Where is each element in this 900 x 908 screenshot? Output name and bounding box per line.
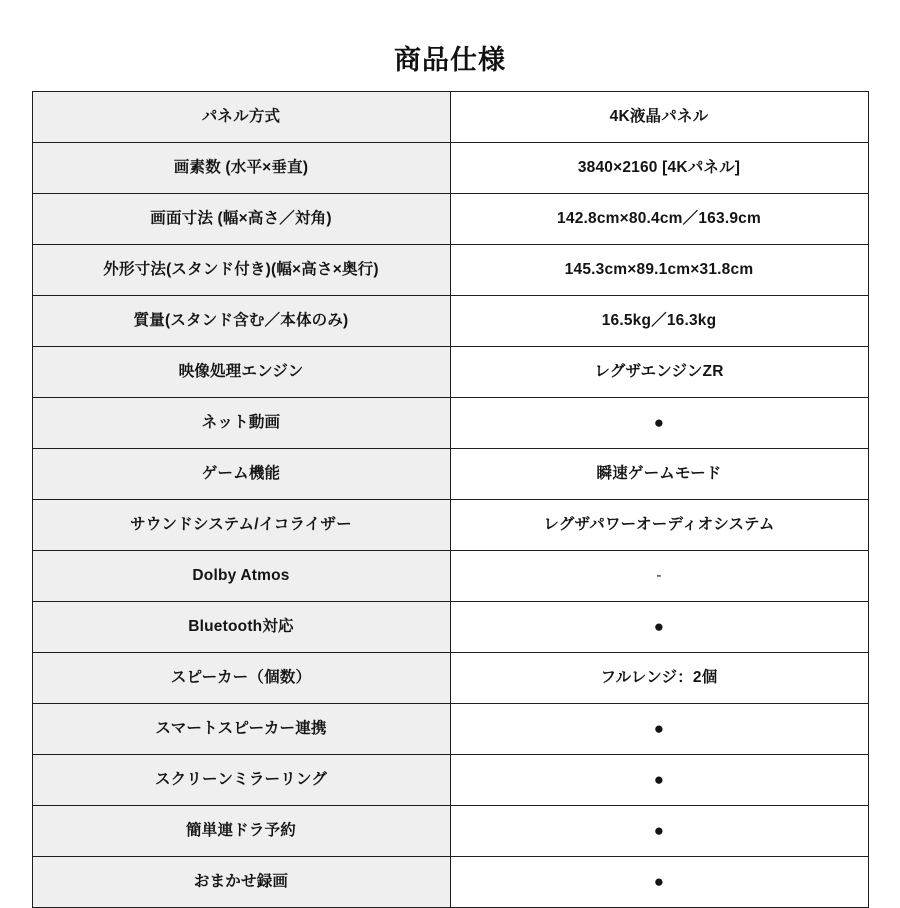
spec-value: 4K液晶パネル [450, 92, 868, 143]
table-row [32, 398, 868, 449]
spec-label: 外形寸法(スタンド付き)(幅×高さ×奥行) [32, 245, 450, 296]
spec-value: 瞬速ゲームモード [450, 449, 868, 500]
spec-value-bullet: ● [450, 704, 868, 755]
spec-value: 142.8cm×80.4cm／163.9cm [450, 194, 868, 245]
spec-label: パネル方式 [32, 92, 450, 143]
spec-value: - [450, 551, 868, 602]
table-row [32, 500, 868, 551]
spec-value: フルレンジ：2個 [450, 653, 868, 704]
spec-label: スクリーンミラーリング [32, 755, 450, 806]
spec-label: おまかせ録画 [32, 857, 450, 908]
spec-value: 145.3cm×89.1cm×31.8cm [450, 245, 868, 296]
page-title: 商品仕様 [394, 45, 506, 75]
table-row [32, 602, 868, 653]
table-row [32, 245, 868, 296]
table-row [32, 347, 868, 398]
product-spec-table [32, 91, 869, 908]
spec-table-body [32, 92, 868, 908]
spec-label: ゲーム機能 [32, 449, 450, 500]
spec-label: Dolby Atmos [32, 551, 450, 602]
table-row [32, 143, 868, 194]
spec-label: 簡単連ドラ予約 [32, 806, 450, 857]
table-row [32, 296, 868, 347]
spec-label: ネット動画 [32, 398, 450, 449]
table-row [32, 449, 868, 500]
spec-label: スマートスピーカー連携 [32, 704, 450, 755]
spec-value-bullet: ● [450, 602, 868, 653]
table-row [32, 653, 868, 704]
table-row [32, 806, 868, 857]
spec-label: スピーカー（個数） [32, 653, 450, 704]
table-row [32, 92, 868, 143]
spec-value: 16.5kg／16.3kg [450, 296, 868, 347]
spec-label: 画素数 (水平×垂直) [32, 143, 450, 194]
table-row [32, 704, 868, 755]
spec-label: 映像処理エンジン [32, 347, 450, 398]
table-row [32, 551, 868, 602]
table-row [32, 194, 868, 245]
spec-label: 画面寸法 (幅×高さ／対角) [32, 194, 450, 245]
spec-value-bullet: ● [450, 398, 868, 449]
spec-value-bullet: ● [450, 857, 868, 908]
spec-value: レグザパワーオーディオシステム [450, 500, 868, 551]
spec-value-bullet: ● [450, 755, 868, 806]
table-row [32, 755, 868, 806]
spec-value: レグザエンジンZR [450, 347, 868, 398]
spec-label: 質量(スタンド含む／本体のみ) [32, 296, 450, 347]
spec-value: 3840×2160 [4Kパネル] [450, 143, 868, 194]
spec-value-bullet: ● [450, 806, 868, 857]
spec-label: Bluetooth対応 [32, 602, 450, 653]
spec-label: サウンドシステム/イコライザー [32, 500, 450, 551]
